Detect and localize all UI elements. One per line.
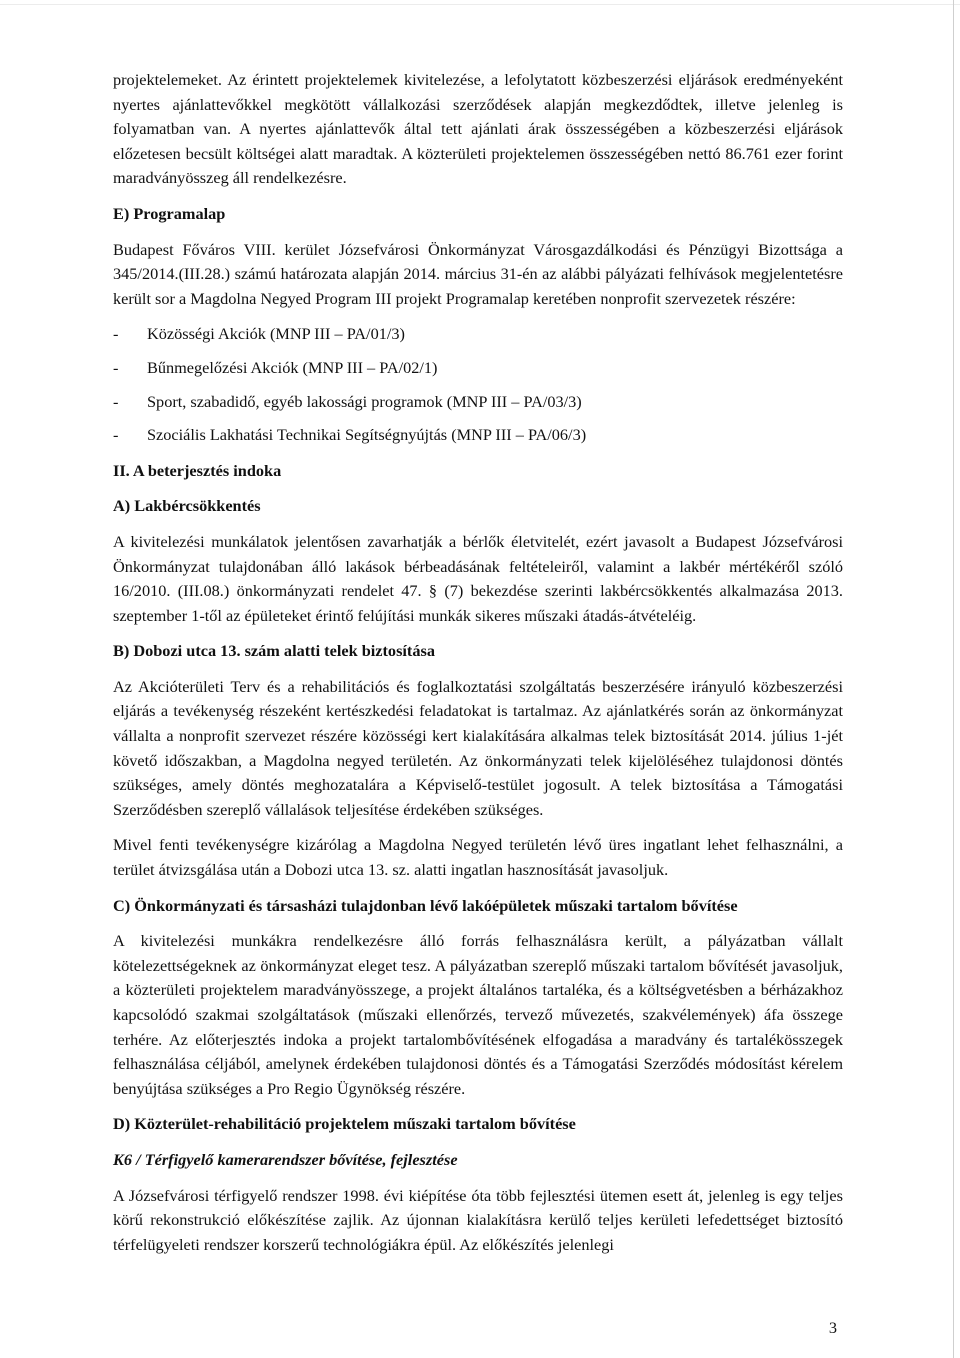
- heading-lakbercsokkentes: A) Lakbércsökkentés: [113, 496, 261, 516]
- list-dash: -: [113, 391, 119, 411]
- list-item: [113, 356, 843, 381]
- list-dash: -: [113, 357, 119, 377]
- heading-kozterulet-rehabilitacio: D) Közterület-rehabilitáció projektelem műszaki tartalom bővítése: [113, 1114, 576, 1134]
- paragraph-intro: projektelemeket. Az érintett projektelemek kivitelezése, a lefolytatott közbeszerzési eljárások eredményeként nyertes ajánlattevőkkel megkötött vállalkozási szerződések alapján megkezdődtek, illetve jelenleg is folyamatban van. A nyertes ajánlattevők által tett ajánlati árak összességében a közbeszerzési eljárások előzetesen becsült költségei alatt maradtak. A közterületi projektelemen összességében nettó 86.761 ezer forint maradványösszeg áll rendelkezésre.: [113, 70, 843, 188]
- paragraph-lakbercsokkentes: A kivitelezési munkálatok jelentősen zavarhatják a bérlők életvitelét, ezért javasolt a Budapest Józsefvárosi Önkormányzat tulajdonában álló lakások bérbeadásának feltételeiről, valamint a lakbér mértékéről szóló 16/2010. (III.08.) önkormányzati rendelet 47. § (7) bekezdése szerinti lakbércsökkentés alkalmazása 2013. szeptember 1-től az épületeket érintő felújítási munkák sikeres műszaki átadás-átvételéig.: [113, 531, 843, 625]
- heading-beterjesztes-indoka: II. A beterjesztés indoka: [113, 460, 282, 480]
- list-dash: -: [113, 324, 119, 344]
- heading-programalap: E) Programalap: [113, 203, 226, 223]
- page-content: [113, 68, 843, 1257]
- heading-lakoepuletek: C) Önkormányzati és társasházi tulajdonban lévő lakóépületek műszaki tartalom bővítése: [113, 895, 738, 915]
- paragraph-lakoepuletek: A kivitelezési munkákra rendelkezésre álló forrás felhasználásra került, a pályázatban vállalt kötelezettségeknek az önkormányzat eleget tesz. A pályázatban szereplő műszaki tartalom bővítését javasoljuk, a közterületi projektelem maradványösszege, a projekt általános tartaléka, és a költségvetésben a bérházakhoz kapcsolódó szakmai szolgáltatások (műszaki ellenőrzés, tervező művezetés, szakvélemények) áfa összege terhére. Az előterjesztés indoka a projekt tartalombővítésének elfogadása a maradvány és tartalékösszegek felhasználása céljából, amelynek érdekében tulajdonosi döntés és a Támogatási Szerződés módosítást kérelem benyújtása szükséges a Pro Regio Ügynökség részére.: [113, 931, 843, 1098]
- heading-terfigyelo: K6 / Térfigyelő kamerarendszer bővítése, fejlesztése: [113, 1149, 458, 1169]
- paragraph-dobozi-ingatlan: Mivel fenti tevékenységre kizárólag a Magdolna Negyed területén lévő üres ingatlant lehet felhasználni, a terület átvizsgálása után a Dobozi utca 13. sz. alatti ingatlan hasznosítását javasoljuk.: [113, 835, 843, 880]
- list-dash: -: [113, 425, 119, 445]
- heading-dobozi-utca: B) Dobozi utca 13. szám alatti telek biztosítása: [113, 641, 435, 661]
- call-list: [113, 322, 843, 447]
- list-item-text: Sport, szabadidő, egyéb lakossági programok (MNP III – PA/03/3): [147, 391, 582, 411]
- list-item: [113, 390, 843, 415]
- list-item-text: Szociális Lakhatási Technikai Segítségnyújtás (MNP III – PA/06/3): [147, 425, 587, 445]
- scan-edge-top: [0, 4, 960, 5]
- paragraph-programalap: Budapest Főváros VIII. kerület Józsefvárosi Önkormányzat Városgazdálkodási és Pénzügyi Bizottsága a 345/2014.(III.28.) számú határozata alapján 2014. március 31-én az alábbi pályázati felhívások megjelentetésre került sor a Magdolna Negyed Program III projekt Programalap keretében nonprofit szervezetek részére:: [113, 239, 843, 308]
- page-number: 3: [828, 1318, 837, 1337]
- list-item-text: Közösségi Akciók (MNP III – PA/01/3): [147, 324, 405, 344]
- list-item: [113, 322, 843, 347]
- list-item: [113, 423, 843, 448]
- paragraph-dobozi-utca: Az Akcióterületi Terv és a rehabilitációs és foglalkoztatási szolgáltatás beszerzésére irányuló közbeszerzési eljárás a tevékenység részeként kertészkedési feladatokat is tartalmaz. Az ajánlatkérés során az önkormányzat vállalta a nonprofit szervezet részére közösségi kert kialakítására alkalmas telek biztosítását 2014. július 1-jét követő időszakban, a Magdolna negyed területén. Az önkormányzati telek kijelöléséhez tulajdonosi döntés szükséges, amely döntés meghozatalára a Képviselő-testület jogosult. A telek biztosítása a Támogatási Szerződésben szereplő vállalások teljesítése érdekében szükséges.: [113, 676, 843, 819]
- scan-edge-right: [953, 0, 954, 1358]
- list-item-text: Bűnmegelőzési Akciók (MNP III – PA/02/1): [147, 357, 438, 377]
- paragraph-terfigyelo: A Józsefvárosi térfigyelő rendszer 1998. évi kiépítése óta több fejlesztési ütemen esett át, jelenleg is egy teljes körű rekonstrukció előkészítése zajlik. Az újonnan kialakításra kerülő teljes kerületi lefedettséget biztosító térfelügyeleti rendszer korszerű technológiákra épül. Az előkészítés jelenlegi: [113, 1185, 843, 1254]
